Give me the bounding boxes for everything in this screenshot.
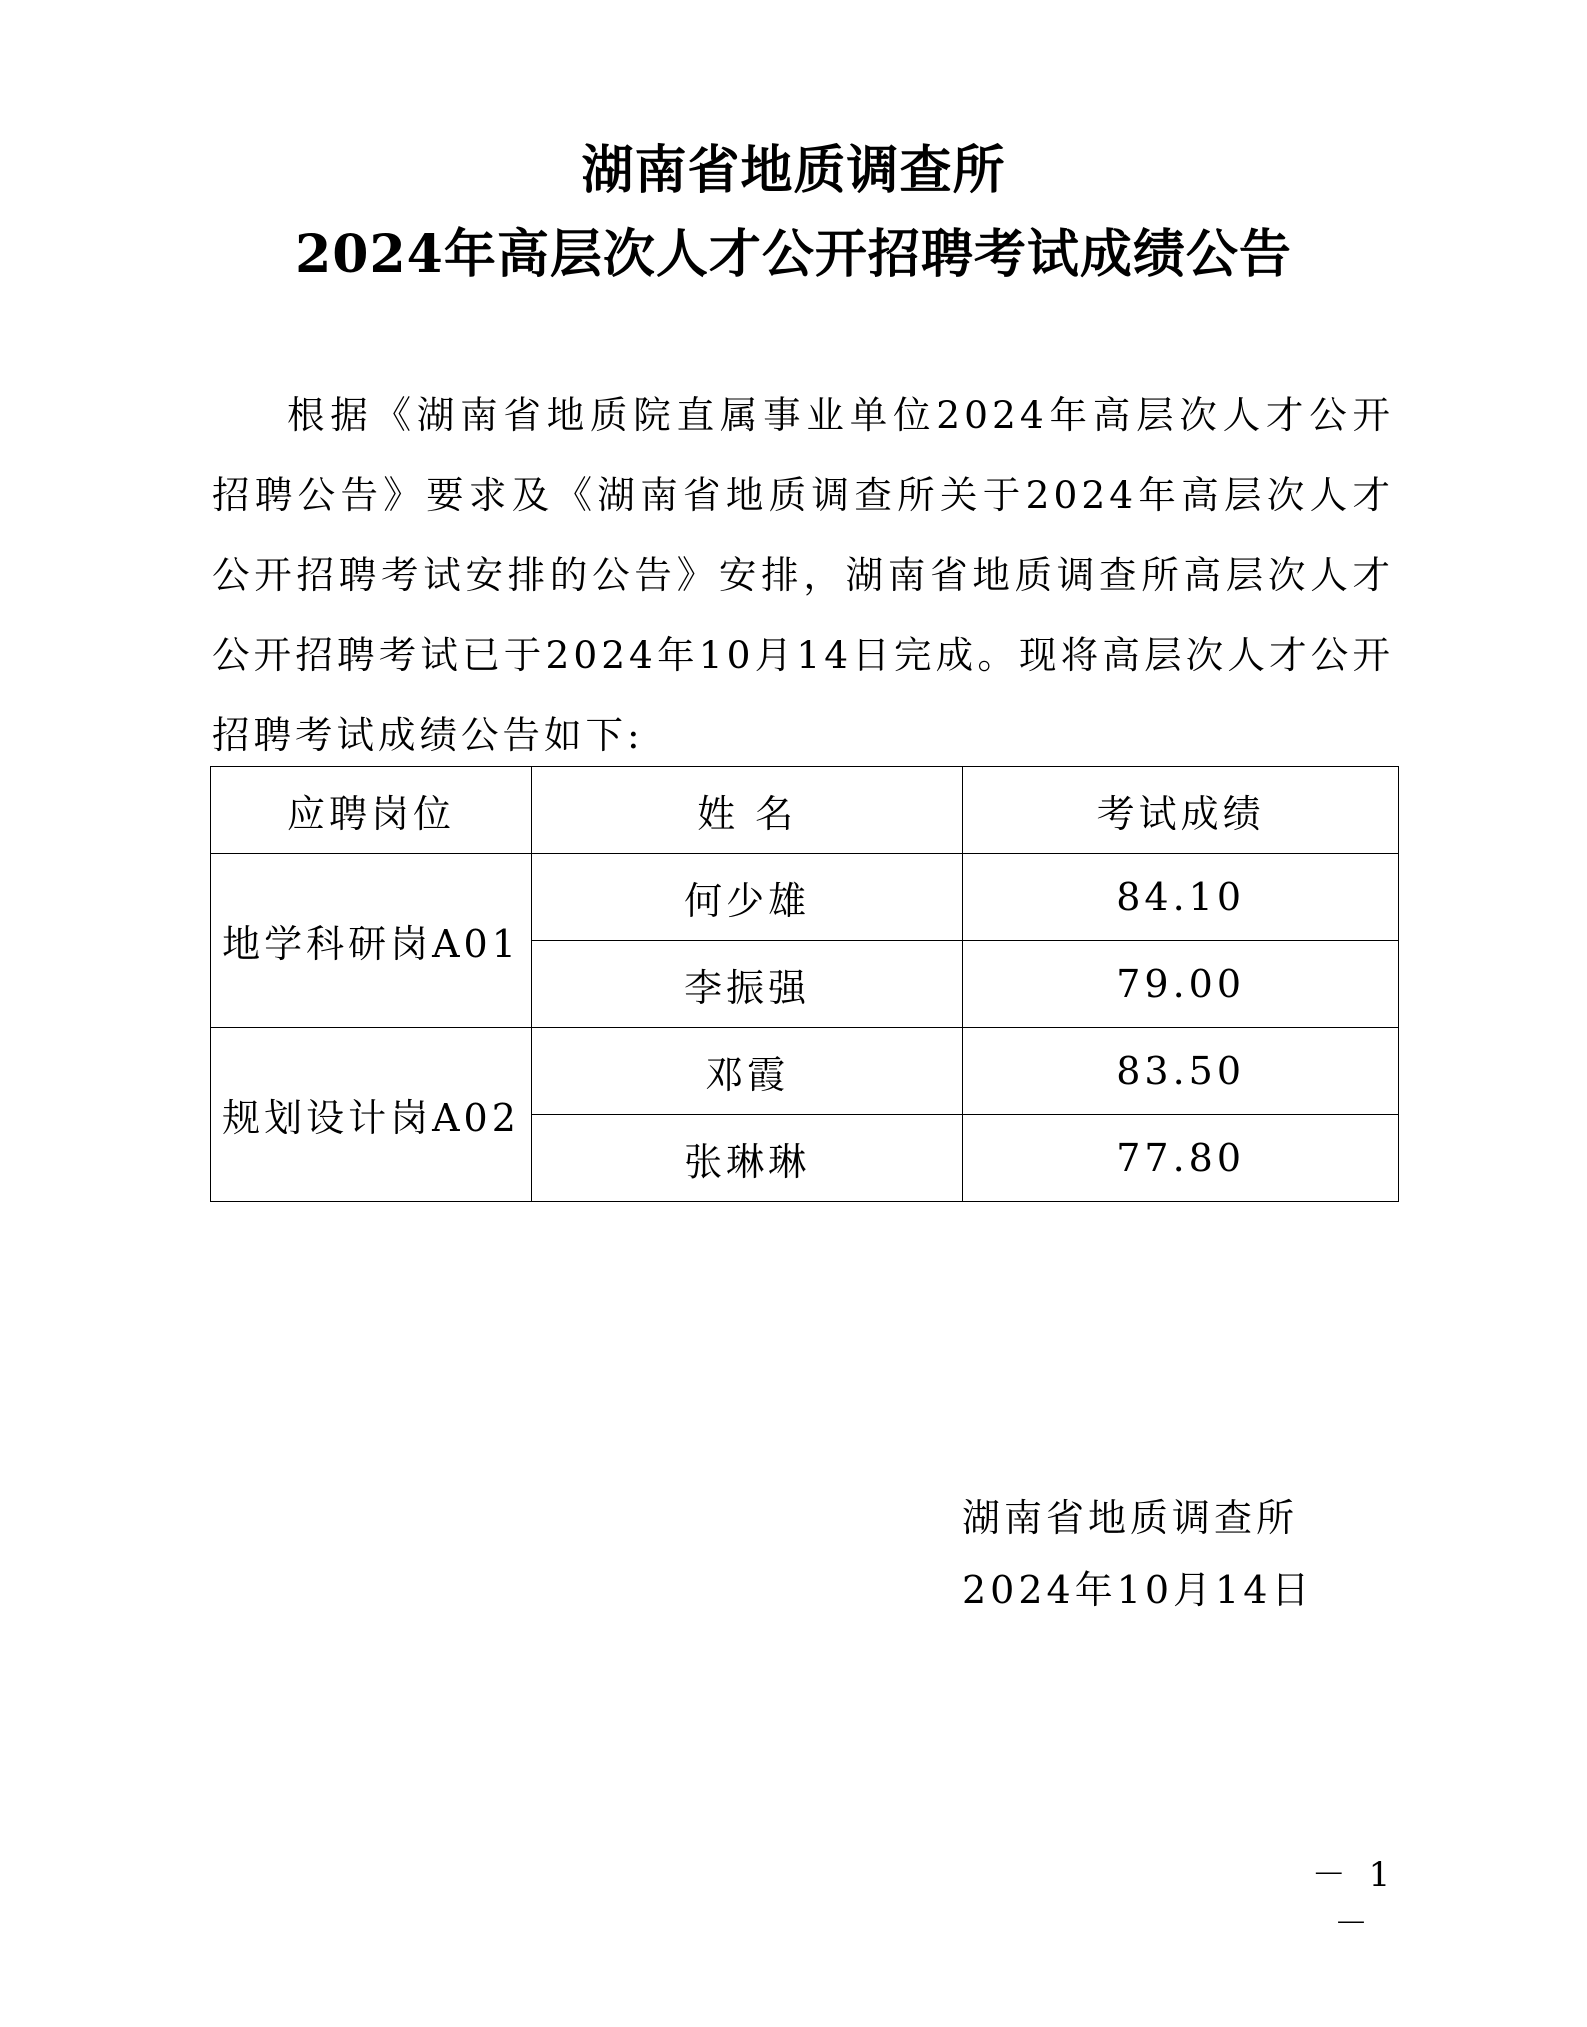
score-cell: 79.00: [963, 941, 1399, 1028]
name-cell: 李振强: [531, 941, 962, 1028]
score-cell: 84.10: [963, 854, 1399, 941]
table-row: [211, 854, 1399, 941]
name-cell: 何少雄: [531, 854, 962, 941]
table-row: [211, 1028, 1399, 1115]
table-header-row: [211, 767, 1399, 854]
position-cell: 地学科研岗A01: [211, 854, 532, 1028]
body-paragraph: 根据《湖南省地质院直属事业单位2024年高层次人才公开招聘公告》要求及《湖南省地质调查所关于2024年高层次人才公开招聘考试安排的公告》安排，湖南省地质调查所高层次人才公开招聘考试已于2024年10月14日完成。现将高层次人才公开招聘考试成绩公告如下:: [212, 393, 1394, 757]
position-cell: 规划设计岗A02: [211, 1028, 532, 1202]
signature-date: 2024年10月14日: [962, 1568, 1314, 1612]
score-table: [210, 766, 1399, 1202]
score-cell: 83.50: [963, 1028, 1399, 1115]
page-number: － 1 －: [1311, 1855, 1397, 1944]
header-name: 姓 名: [531, 767, 962, 854]
name-cell: 邓霞: [531, 1028, 962, 1115]
document-subtitle: 2024年高层次人才公开招聘考试成绩公告: [295, 224, 1292, 285]
header-score: 考试成绩: [963, 767, 1399, 854]
header-position: 应聘岗位: [211, 767, 532, 854]
score-cell: 77.80: [963, 1115, 1399, 1202]
signature-org: 湖南省地质调查所: [962, 1496, 1299, 1540]
document-title: 湖南省地质调查所: [581, 140, 1006, 201]
name-cell: 张琳琳: [531, 1115, 962, 1202]
